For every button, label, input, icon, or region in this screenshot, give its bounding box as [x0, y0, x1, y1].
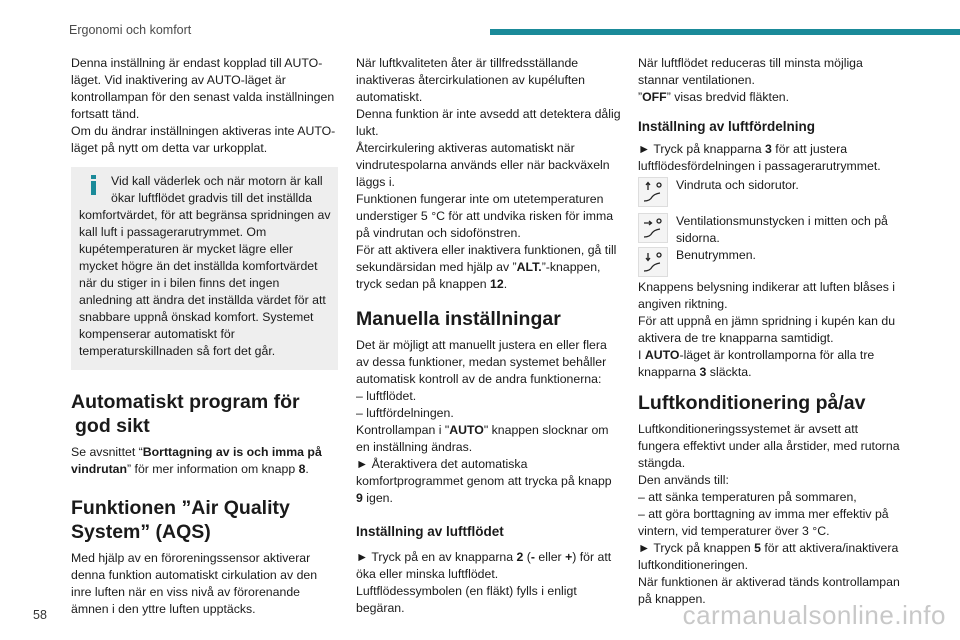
heading-air-conditioning: Luftkonditionering på/av	[638, 392, 866, 414]
airflow-option-label: Vindruta och sidorutor.	[676, 178, 799, 192]
heading-auto-visibility: Automatiskt program för god sikt	[71, 391, 300, 437]
paragraph-auto-visibility: Se avsnittet “Borttagning av is och imma på vindrutan” för mer information om knapp 8.	[71, 445, 322, 476]
column-1	[71, 55, 338, 618]
airflow-option-label: Ventilationsmunstycken i mitten och på sidorna.	[676, 214, 888, 245]
info-text: Vid kall väderlek och när motorn är kall ökar luftflödet gradvis till det inställda komfortvärdet, för att begränsa spridningen av kall luft i passagerarutrymmet. Om kupétemperaturen är mycket lägre eller mycket högre än det inställda komfortvärdet när du stiger in i bilen finns det ingen anledning att ändra det inställda värdet för att snabbare uppnå önskad komfort. Systemet kompenserar automatiskt för temperaturskillnaden så fort det går.	[79, 174, 331, 358]
airflow-vents-icon	[638, 213, 668, 243]
airflow-option-vents	[638, 213, 903, 247]
paragraph-fan-symbol: Luftflödessymbolen (en fläkt) fylls i enligt begäran.	[356, 584, 577, 615]
airflow-windscreen-icon	[638, 177, 668, 207]
paragraph-aqs: Med hjälp av en föroreningssensor aktiverar denna funktion automatiskt cirkulation av den inre luften när en viss nivå av förorenande ämnen i den yttre luften upptäcks.	[71, 551, 318, 616]
paragraph-auto-lamp: Kontrollampan i "AUTO" knappen slocknar om en inställning ändras.	[356, 423, 609, 454]
airflow-option-footwell	[638, 247, 903, 277]
paragraph-auto-link: Denna inställning är endast kopplad till AUTO-läget. Vid inaktivering av AUTO-läget är kontrollampan för den senast valda inställningen fortsatt tänd.	[71, 56, 335, 121]
paragraph-recirculation: Återcirkulering aktiveras automatiskt när vindrutespolarna används eller när backväxeln läggs i.	[356, 141, 610, 189]
paragraph-temperature-limit: Funktionen fungerar inte om utetemperaturen understiger 5 °C för att undvika risken för imma på vindrutan och sidofönstren.	[356, 192, 614, 240]
heading-air-distribution: Inställning av luftfördelning	[638, 119, 815, 134]
paragraph-air-quality: När luftkvaliteten åter är tillfredsställande inaktiveras återcirkulationen av kupéluften automatiskt.	[356, 56, 585, 104]
paragraph-ac-lamp: När funktionen är aktiverad tänds kontrollampan på knappen.	[638, 575, 900, 606]
paragraph-auto-lamps-off: I AUTO-läget är kontrollamporna för alla tre knapparna 3 släckta.	[638, 348, 875, 379]
heading-airflow-setting: Inställning av luftflödet	[356, 524, 504, 539]
airflow-option-windscreen	[638, 177, 903, 207]
info-icon	[87, 175, 101, 195]
list-item-winter: – att göra borttagning av imma mer effektiv på vintern, vid temperaturer över 3 °C.	[638, 507, 889, 538]
paragraph-airflow-buttons: ► Tryck på en av knapparna 2 (- eller +) för att öka eller minska luftflödet.	[356, 550, 612, 581]
paragraph-distribution-buttons: ► Tryck på knapparna 3 för att justera luftflödesfördelningen i passagerarutrymmet.	[638, 142, 881, 173]
heading-manual-settings: Manuella inställningar	[356, 308, 561, 330]
paragraph-ac-button: ► Tryck på knappen 5 för att aktivera/inaktivera luftkonditioneringen.	[638, 541, 899, 572]
list-item-airflow: – luftflödet.	[356, 389, 417, 403]
airflow-option-label: Benutrymmen.	[676, 248, 756, 262]
header-accent-bar	[490, 29, 960, 35]
paragraph-ac-uses: Den används till:	[638, 473, 729, 487]
info-box	[71, 167, 338, 370]
paragraph-activate-function: För att aktivera eller inaktivera funktionen, gå till sekundärsidan med hjälp av ”ALT.”-knappen, tryck sedan på knappen 12.	[356, 243, 617, 291]
airflow-footwell-icon	[638, 247, 668, 277]
paragraph-auto-reactivate: Om du ändrar inställningen aktiveras inte AUTO-läget på nytt om detta var urkopplat.	[71, 124, 336, 155]
column-3	[638, 55, 903, 608]
paragraph-manual-intro: Det är möjligt att manuellt justera en eller flera av dessa funktioner, medan systemet behåller automatisk kontroll av de andra funktionerna:	[356, 338, 607, 386]
list-item-distribution: – luftfördelningen.	[356, 406, 454, 420]
section-title: Ergonomi och komfort	[69, 23, 192, 37]
heading-aqs: Funktionen ”Air Quality System” (AQS)	[71, 497, 290, 543]
paragraph-min-airflow: När luftflödet reduceras till minsta möjliga stannar ventilationen.	[638, 56, 863, 87]
page-number: 58	[33, 608, 47, 622]
watermark: carmanualsonline.info	[682, 600, 946, 630]
column-2	[356, 55, 621, 617]
paragraph-odour: Denna funktion är inte avsedd att detektera dålig lukt.	[356, 107, 621, 138]
paragraph-ac-intro: Luftkonditioneringssystemet är avsett att fungera effektivt under alla årstider, med rutorna stängda.	[638, 422, 900, 470]
paragraph-reactivate-auto: ► Återaktivera det automatiska komfortprogrammet genom att trycka på knapp 9 igen.	[356, 457, 612, 505]
paragraph-even-spread: För att uppnå en jämn spridning i kupén kan du aktivera de tre knapparna samtidigt.	[638, 314, 896, 345]
list-item-summer: – att sänka temperaturen på sommaren,	[638, 490, 857, 504]
paragraph-off-display: ”OFF” visas bredvid fläkten.	[638, 90, 790, 104]
paragraph-button-lighting: Knappens belysning indikerar att luften blåses i angiven riktning.	[638, 280, 896, 311]
